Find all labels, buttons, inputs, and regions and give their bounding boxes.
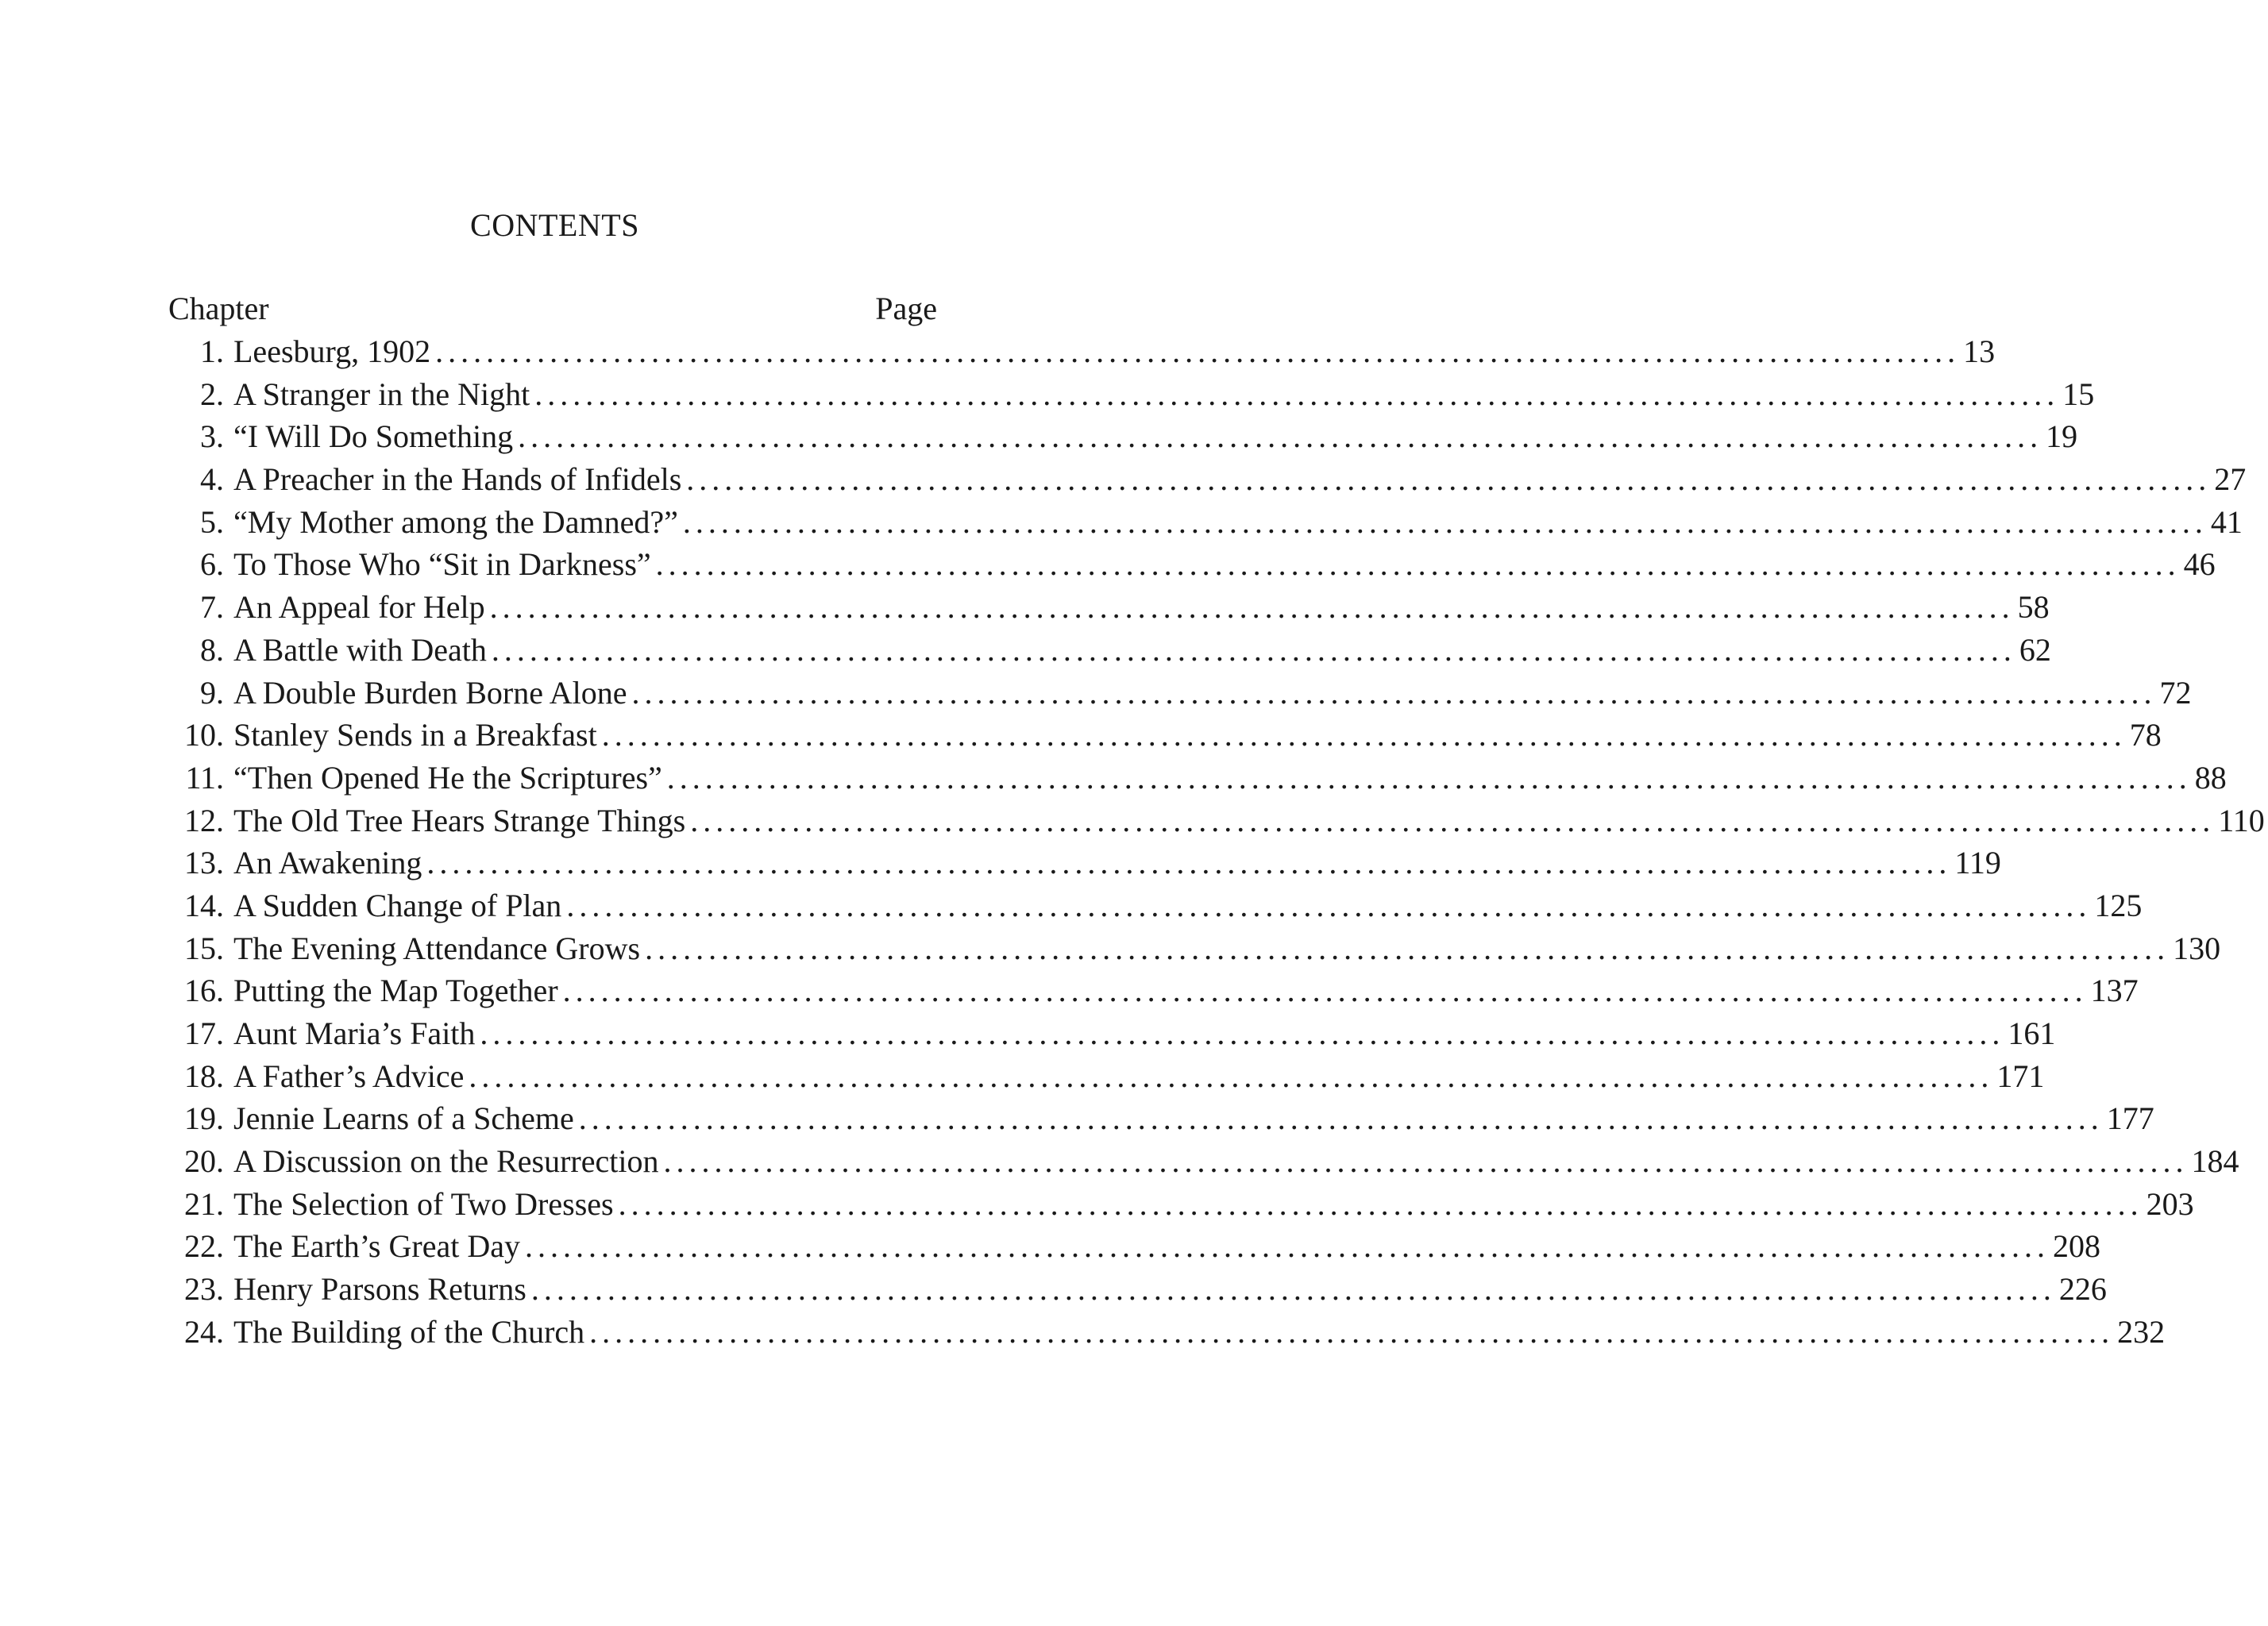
page-number: 161 [2008,1015,2056,1051]
toc-entry [168,501,2243,544]
page-number: 27 [2214,461,2247,498]
chapter-number: 17. [184,1015,224,1051]
table-of-contents [168,287,2265,1354]
chapter-number: 5. [200,503,224,540]
chapter-number: 15. [184,930,224,966]
toc-entry [168,714,2162,757]
toc-entry [168,543,2216,586]
dot-leader: ........................................................................................................................ [489,589,2015,626]
page-number: 41 [2210,503,2243,540]
toc-entry [168,1055,2045,1098]
chapter-number: 22. [184,1228,224,1265]
dot-leader: ........................................................................................................................ [518,418,2043,455]
chapter-title: Jennie Learns of a Scheme [233,1100,574,1137]
dot-leader: ........................................................................................................................ [686,461,2212,498]
page-number: 19 [2046,418,2078,455]
toc-entry [168,1097,2154,1140]
chapter-title: Leesburg, 1902 [233,333,431,369]
chapter-number: 4. [200,461,224,498]
toc-header [168,287,940,330]
chapter-title: A Sudden Change of Plan [233,887,562,923]
chapter-title: Aunt Maria’s Faith [233,1015,476,1051]
chapter-title: The Earth’s Great Day [233,1228,520,1265]
chapter-number: 3. [200,418,224,455]
chapter-number: 13. [184,845,224,881]
toc-entry [168,1140,2239,1183]
chapter-title: A Preacher in the Hands of Infidels [233,461,682,498]
chapter-number: 18. [184,1058,224,1094]
chapter-number: 8. [200,631,224,668]
toc-entry [168,1012,2056,1055]
toc-entry [168,1268,2107,1311]
page-number: 171 [1996,1058,2045,1094]
dot-leader: ........................................................................................................................ [534,376,2060,412]
toc-entry [168,1311,2166,1354]
chapter-number: 11. [185,759,224,796]
page-number: 58 [2017,589,2050,626]
chapter-title: The Selection of Two Dresses [233,1185,614,1222]
chapter-title: An Awakening [233,845,422,881]
chapter-title: A Double Burden Borne Alone [233,674,627,711]
chapter-column-label: Chapter [168,291,269,326]
chapter-title: A Discussion on the Resurrection [233,1143,659,1180]
dot-leader: ........................................................................................................................ [601,717,2127,753]
dot-leader: ........................................................................................................................ [491,631,2016,668]
dot-leader: ........................................................................................................................ [645,930,2170,966]
dot-leader: ........................................................................................................................ [631,674,2157,711]
dot-leader: ........................................................................................................................ [690,802,2216,838]
toc-entry-list [168,330,2265,1354]
chapter-number: 2. [200,376,224,412]
chapter-title: “Then Opened He the Scriptures” [233,759,662,796]
dot-leader: ........................................................................................................................ [578,1100,2104,1137]
chapter-title: A Battle with Death [233,631,487,668]
chapter-title: Henry Parsons Returns [233,1271,526,1308]
dot-leader: ........................................................................................................................ [530,1271,2056,1308]
chapter-number: 23. [184,1271,224,1308]
chapter-number: 19. [184,1100,224,1137]
chapter-title: The Old Tree Hears Strange Things [233,802,686,838]
dot-leader: ........................................................................................................................ [480,1015,2005,1051]
dot-leader: ........................................................................................................................ [524,1228,2050,1265]
page-number: 46 [2183,546,2216,583]
page-number: 110 [2218,802,2265,838]
page-number: 226 [2058,1271,2107,1308]
toc-entry [168,629,2051,672]
dot-leader: ........................................................................................................................ [666,759,2192,796]
page-number: 78 [2129,717,2162,753]
page-number: 119 [1954,845,2001,881]
chapter-number: 9. [200,674,224,711]
chapter-title: Putting the Map Together [233,973,558,1009]
page-number: 72 [2159,674,2192,711]
dot-leader: ........................................................................................................................ [566,887,2092,923]
chapter-number: 7. [200,589,224,626]
chapter-title: The Building of the Church [233,1313,585,1350]
toc-entry [168,969,2139,1012]
page-number: 130 [2173,930,2221,966]
dot-leader: ........................................................................................................................ [618,1185,2143,1222]
dot-leader: ........................................................................................................................ [589,1313,2115,1350]
toc-entry [168,800,2265,842]
toc-entry [168,586,2050,629]
page-number: 13 [1963,333,1996,369]
chapter-title: To Those Who “Sit in Darkness” [233,546,651,583]
toc-entry [168,1225,2100,1268]
toc-entry [168,757,2227,800]
chapter-number: 16. [184,973,224,1009]
dot-leader: ........................................................................................................................ [655,546,2181,583]
page-title: CONTENTS [470,207,639,243]
toc-entry [168,373,2095,416]
dot-leader: ........................................................................................................................ [562,973,2088,1009]
toc-entry [168,884,2143,927]
chapter-title: The Evening Attendance Grows [233,930,641,966]
chapter-number: 1. [200,333,224,369]
chapter-number: 20. [184,1143,224,1180]
chapter-number: 24. [184,1313,224,1350]
chapter-title: Stanley Sends in a Breakfast [233,717,597,753]
page-number: 232 [2117,1313,2166,1350]
toc-entry [168,672,2192,715]
dot-leader: ........................................................................................................................ [435,333,1961,369]
toc-entry [168,330,1996,373]
chapter-title: “I Will Do Something [233,418,514,455]
toc-entry [168,458,2247,501]
page-number: 62 [2019,631,2051,668]
page-number: 203 [2146,1185,2194,1222]
chapter-title: “My Mother among the Damned?” [233,503,678,540]
toc-entry [168,927,2221,970]
page-number: 184 [2191,1143,2239,1180]
chapter-title: A Stranger in the Night [233,376,530,412]
chapter-title: A Father’s Advice [233,1058,465,1094]
chapter-number: 6. [200,546,224,583]
page-number: 88 [2194,759,2227,796]
dot-leader: ........................................................................................................................ [682,503,2208,540]
chapter-number: 21. [184,1185,224,1222]
chapter-number: 12. [184,802,224,838]
dot-leader: ........................................................................................................................ [469,1058,1994,1094]
page-number: 137 [2090,973,2139,1009]
dot-leader: ........................................................................................................................ [663,1143,2189,1180]
page-number: 208 [2052,1228,2100,1265]
page-number: 125 [2094,887,2143,923]
chapter-number: 14. [184,887,224,923]
page-number: 177 [2106,1100,2154,1137]
page-number: 15 [2062,376,2095,412]
page-column-label: Page [875,291,937,326]
toc-entry [168,415,2078,458]
chapter-title: An Appeal for Help [233,589,485,626]
chapter-number: 10. [184,717,224,753]
toc-entry [168,842,2001,884]
toc-entry [168,1183,2194,1226]
dot-leader: ........................................................................................................................ [426,845,1952,881]
